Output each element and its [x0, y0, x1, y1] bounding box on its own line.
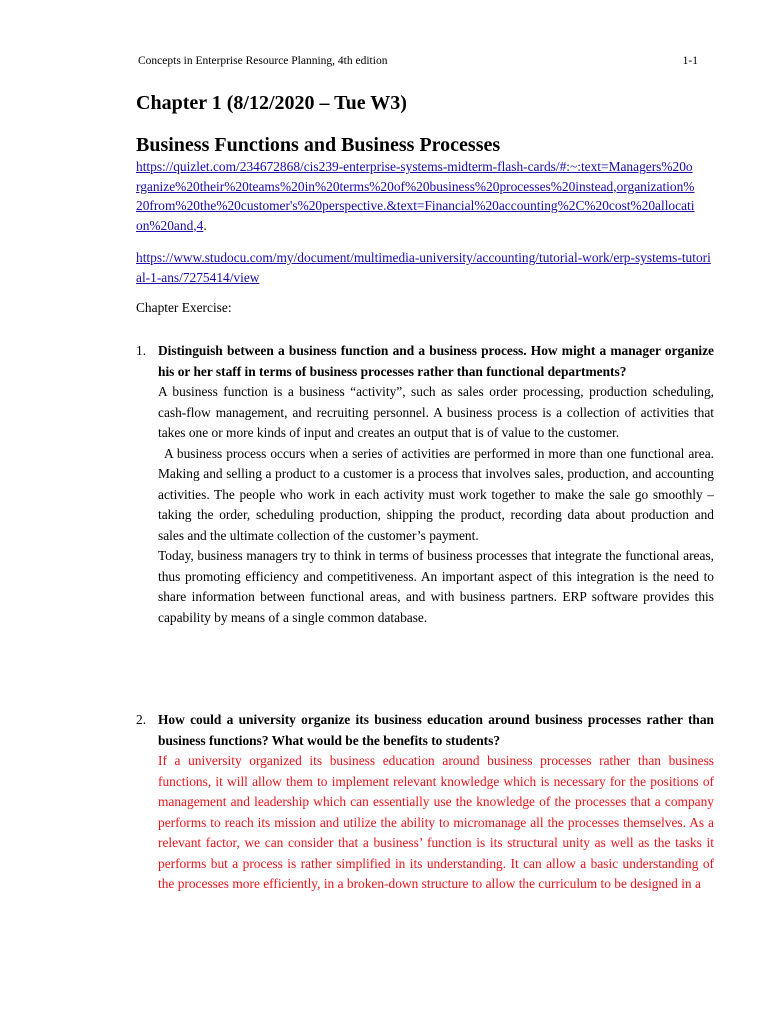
- reference-link-2-block: [136, 248, 716, 287]
- running-header: [138, 55, 698, 67]
- question-2: [136, 710, 714, 895]
- quizlet-link[interactable]: https://quizlet.com/234672868/cis239-enterprise-systems-midterm-flash-cards/#:~:text=Managers%20organize%20their%20teams%20in%20terms%20of%20business%20processes%20instead,organization%20from%20the%20customer's%20perspective.&text=Financial%20accounting%2C%20cost%20allocation%20and,4: [136, 159, 695, 233]
- answer-paragraph: Today, business managers try to think in terms of business processes that integrate the functional areas, thus promoting efficiency and competitiveness. An important aspect of this integration is the need to share information between functional areas, and with business partners. ERP software provides this capability by means of a single common database.: [158, 548, 714, 625]
- exercise-label: Chapter Exercise:: [136, 300, 232, 315]
- answer-paragraph: A business function is a business “activity”, such as sales order processing, production scheduling, cash-flow management, and recruiting personnel. A business process is a collection of activities that takes one or more kinds of input and creates an output that is of value to the customer.: [158, 384, 714, 440]
- chapter-title: Chapter 1 (8/12/2020 – Tue W3): [136, 92, 407, 114]
- page-number: 1-1: [682, 55, 698, 67]
- link-trailing-period: .: [203, 217, 207, 233]
- book-title: Concepts in Enterprise Resource Planning, 4th edition: [138, 55, 388, 67]
- answer-paragraph: If a university organized its business education around business processes rather than business functions, it will allow them to implement relevant knowledge which is necessary for the positions of management and leadership which can essentially use the knowledge of the processes that a company performs to reach its mission and utilize the ability to micromanage all the processes themselves. As a relevant factor, we can consider that a business’ function is its structural unity as well as the tasks it performs but a process is rather simplified in its understanding. It can allow a basic understanding of the processes more efficiently, in a broken-down structure to allow the curriculum to be designed in a: [158, 753, 714, 891]
- question-text: Distinguish between a business function and a business process. How might a manager organize his or her staff in terms of business processes rather than functional departments?: [158, 343, 714, 379]
- reference-link-1-block: [136, 157, 696, 235]
- question-1: [136, 341, 714, 628]
- studocu-link[interactable]: https://www.studocu.com/my/document/multimedia-university/accounting/tutorial-work/erp-systems-tutorial-1-ans/7275414/view: [136, 250, 711, 285]
- answer-paragraph: A business process occurs when a series of activities are performed in more than one functional area. Making and selling a product to a customer is a process that involves sales, production, and accounting activities. The people who work in each activity must work together to make the sale go smoothly – taking the order, scheduling production, shipping the product, recording data about production and sales and the ultimate collection of the customer’s payment.: [158, 445, 714, 543]
- question-number: 1.: [136, 343, 147, 358]
- question-text: How could a university organize its business education around business processes rather than business functions? What would be the benefits to students?: [158, 712, 714, 748]
- question-number: 2.: [136, 712, 147, 727]
- section-title: Business Functions and Business Processes: [136, 134, 501, 156]
